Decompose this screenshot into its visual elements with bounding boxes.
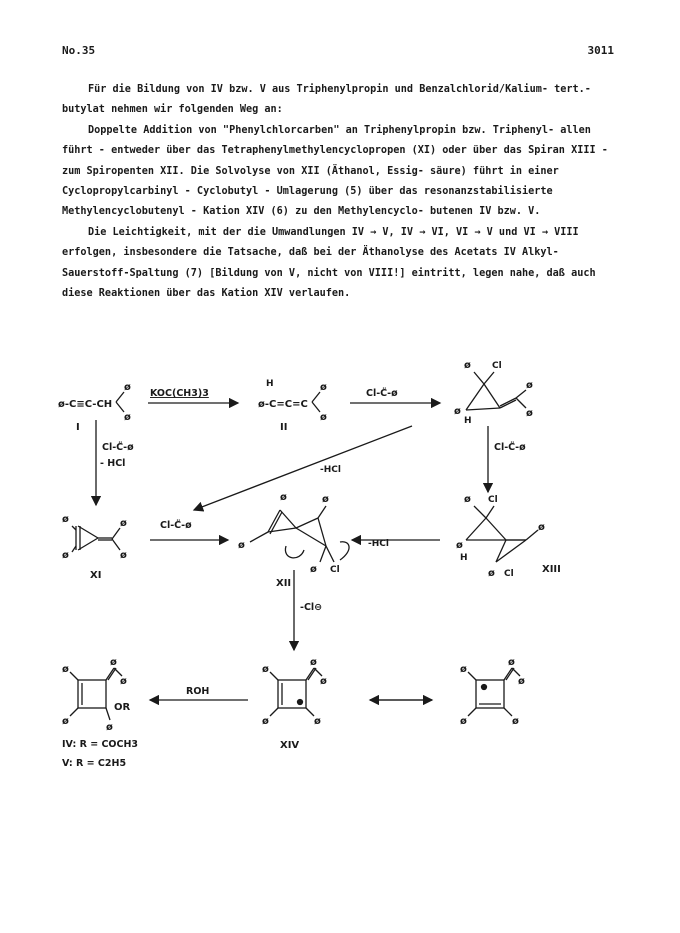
legend-IV: IV: R = COCH3 — [62, 739, 139, 750]
svg-text:ø: ø — [314, 716, 321, 727]
svg-text:ø: ø — [320, 382, 327, 393]
label-XII: XII — [276, 578, 292, 589]
svg-text:-HCl: -HCl — [368, 539, 389, 549]
svg-text:ø: ø — [456, 540, 463, 551]
svg-text:ø: ø — [110, 657, 117, 668]
svg-text:ø: ø — [310, 564, 317, 575]
svg-text:Cl-C̈-ø: Cl-C̈-ø — [494, 442, 526, 453]
svg-text:ø: ø — [460, 664, 467, 675]
compound-I — [58, 382, 131, 433]
page-header — [62, 44, 614, 60]
svg-text:ø: ø — [538, 522, 545, 533]
compound-chlorocyclopropane — [454, 360, 533, 426]
svg-text:Cl-C̈-ø: Cl-C̈-ø — [102, 442, 134, 453]
svg-text:ø: ø — [120, 550, 127, 561]
svg-text:ø: ø — [62, 664, 69, 675]
svg-text:H: H — [266, 379, 274, 389]
svg-text:Cl-C̈-ø: Cl-C̈-ø — [160, 520, 192, 531]
label-XIII: XIII — [542, 564, 561, 575]
page-number: 3011 — [587, 44, 614, 57]
svg-text:ø: ø — [120, 676, 127, 687]
svg-text:ø: ø — [508, 657, 515, 668]
svg-text:ø: ø — [106, 722, 113, 733]
arrow-XIII-to-XII — [352, 539, 440, 549]
svg-text:Cl: Cl — [330, 565, 340, 575]
paragraph-1: Für die Bildung von IV bzw. V aus Triphenylpropin und Benzalchlorid/Kalium- tert.-butylat nehmen wir folgenden Weg an: — [62, 84, 591, 116]
svg-text:ø: ø — [454, 406, 461, 417]
svg-text:ø: ø — [262, 664, 269, 675]
arrow-XII-to-XIV — [294, 570, 322, 650]
svg-text:ø: ø — [62, 514, 69, 525]
compound-XIV-resonance — [460, 657, 525, 727]
paragraph-2: Doppelte Addition von "Phenylchlorcarben" an Triphenylpropin bzw. Triphenyl- allen führt - entweder über das Tetraphenylmethylencyclopropen (XI) oder über das Spiran XIII - zum Spiropenten XII. Die Solvolyse von XII (Äthanol, Essig- säure) führt in einer Cyclopropylcarbinyl - Cyclobutyl - Umlagerung (5) über das resonanzstabilisierte Methylencyclobutenyl - Kation XIV (6) zu den Methylencyclo- butenen IV bzw. V. — [62, 124, 608, 218]
product-legend — [62, 739, 138, 769]
svg-text:ø: ø — [526, 380, 533, 391]
svg-text:ø: ø — [322, 494, 329, 505]
svg-text:OR: OR — [114, 702, 131, 713]
arrow-II-to-chloride — [350, 387, 440, 403]
svg-text:Cl-C̈-ø: Cl-C̈-ø — [366, 388, 398, 399]
svg-text:- HCl: - HCl — [100, 458, 126, 469]
svg-text:ø: ø — [62, 550, 69, 561]
svg-text:ø: ø — [488, 568, 495, 579]
svg-text:ø: ø — [120, 518, 127, 529]
svg-text:Cl: Cl — [488, 495, 498, 505]
compound-XI — [62, 514, 127, 581]
svg-text:-HCl: -HCl — [320, 465, 341, 475]
svg-text:Cl: Cl — [504, 569, 514, 579]
label-I: I — [76, 422, 80, 433]
svg-text:ROH: ROH — [186, 686, 210, 697]
svg-text:H: H — [464, 416, 472, 426]
arrow-diagonal-to-XII — [194, 426, 412, 510]
label-XIV: XIV — [280, 740, 300, 751]
svg-text:ø: ø — [464, 360, 471, 371]
svg-text:-Cl⊖: -Cl⊖ — [300, 602, 323, 613]
svg-text:ø: ø — [124, 412, 131, 423]
svg-text:ø-C≡C-CH: ø-C≡C-CH — [58, 399, 113, 410]
svg-text:KOC(CH3)3: KOC(CH3)3 — [150, 388, 209, 399]
arrow-to-XIII — [488, 426, 526, 492]
svg-text:ø: ø — [62, 716, 69, 727]
arrow-XIV-to-IV-V — [150, 686, 248, 700]
journal-issue-number: No.35 — [62, 44, 96, 57]
label-XI: XI — [90, 570, 102, 581]
arrow-I-to-XI — [96, 420, 134, 505]
svg-text:H: H — [460, 553, 468, 563]
arrow-I-to-II — [148, 388, 238, 403]
label-II: II — [280, 422, 288, 433]
compound-XIII — [456, 494, 561, 579]
svg-text:ø: ø — [124, 382, 131, 393]
compound-IV-V — [62, 657, 131, 733]
svg-text:ø-C=C=C: ø-C=C=C — [258, 399, 308, 410]
svg-text:ø: ø — [280, 492, 287, 503]
article-body — [62, 80, 618, 304]
paragraph-3: Die Leichtigkeit, mit der die Umwandlungen IV → V, IV → VI, VI → V und VI → VIII erfolgen, insbesondere die Tatsache, daß bei der Äthanolyse des Acetats IV Alkyl-Sauerstoff-Spaltung (7) [Bildung von V, nicht von VIII!] eintritt, legen nahe, daß auch diese Reaktionen über das Kation XIV verlaufen. — [62, 226, 596, 300]
arrow-XI-to-XII — [150, 519, 228, 540]
compound-II — [258, 379, 327, 433]
svg-text:ø: ø — [460, 716, 467, 727]
reaction-scheme — [0, 350, 680, 790]
svg-text:ø: ø — [320, 412, 327, 423]
svg-text:ø: ø — [320, 676, 327, 687]
svg-text:ø: ø — [526, 408, 533, 419]
legend-V: V: R = C2H5 — [62, 758, 127, 769]
svg-text:ø: ø — [512, 716, 519, 727]
svg-text:ø: ø — [464, 494, 471, 505]
svg-text:ø: ø — [238, 540, 245, 551]
svg-text:Cl: Cl — [492, 361, 502, 371]
svg-text:ø: ø — [310, 657, 317, 668]
svg-text:ø: ø — [262, 716, 269, 727]
compound-XIV — [262, 657, 327, 751]
svg-text:ø: ø — [518, 676, 525, 687]
